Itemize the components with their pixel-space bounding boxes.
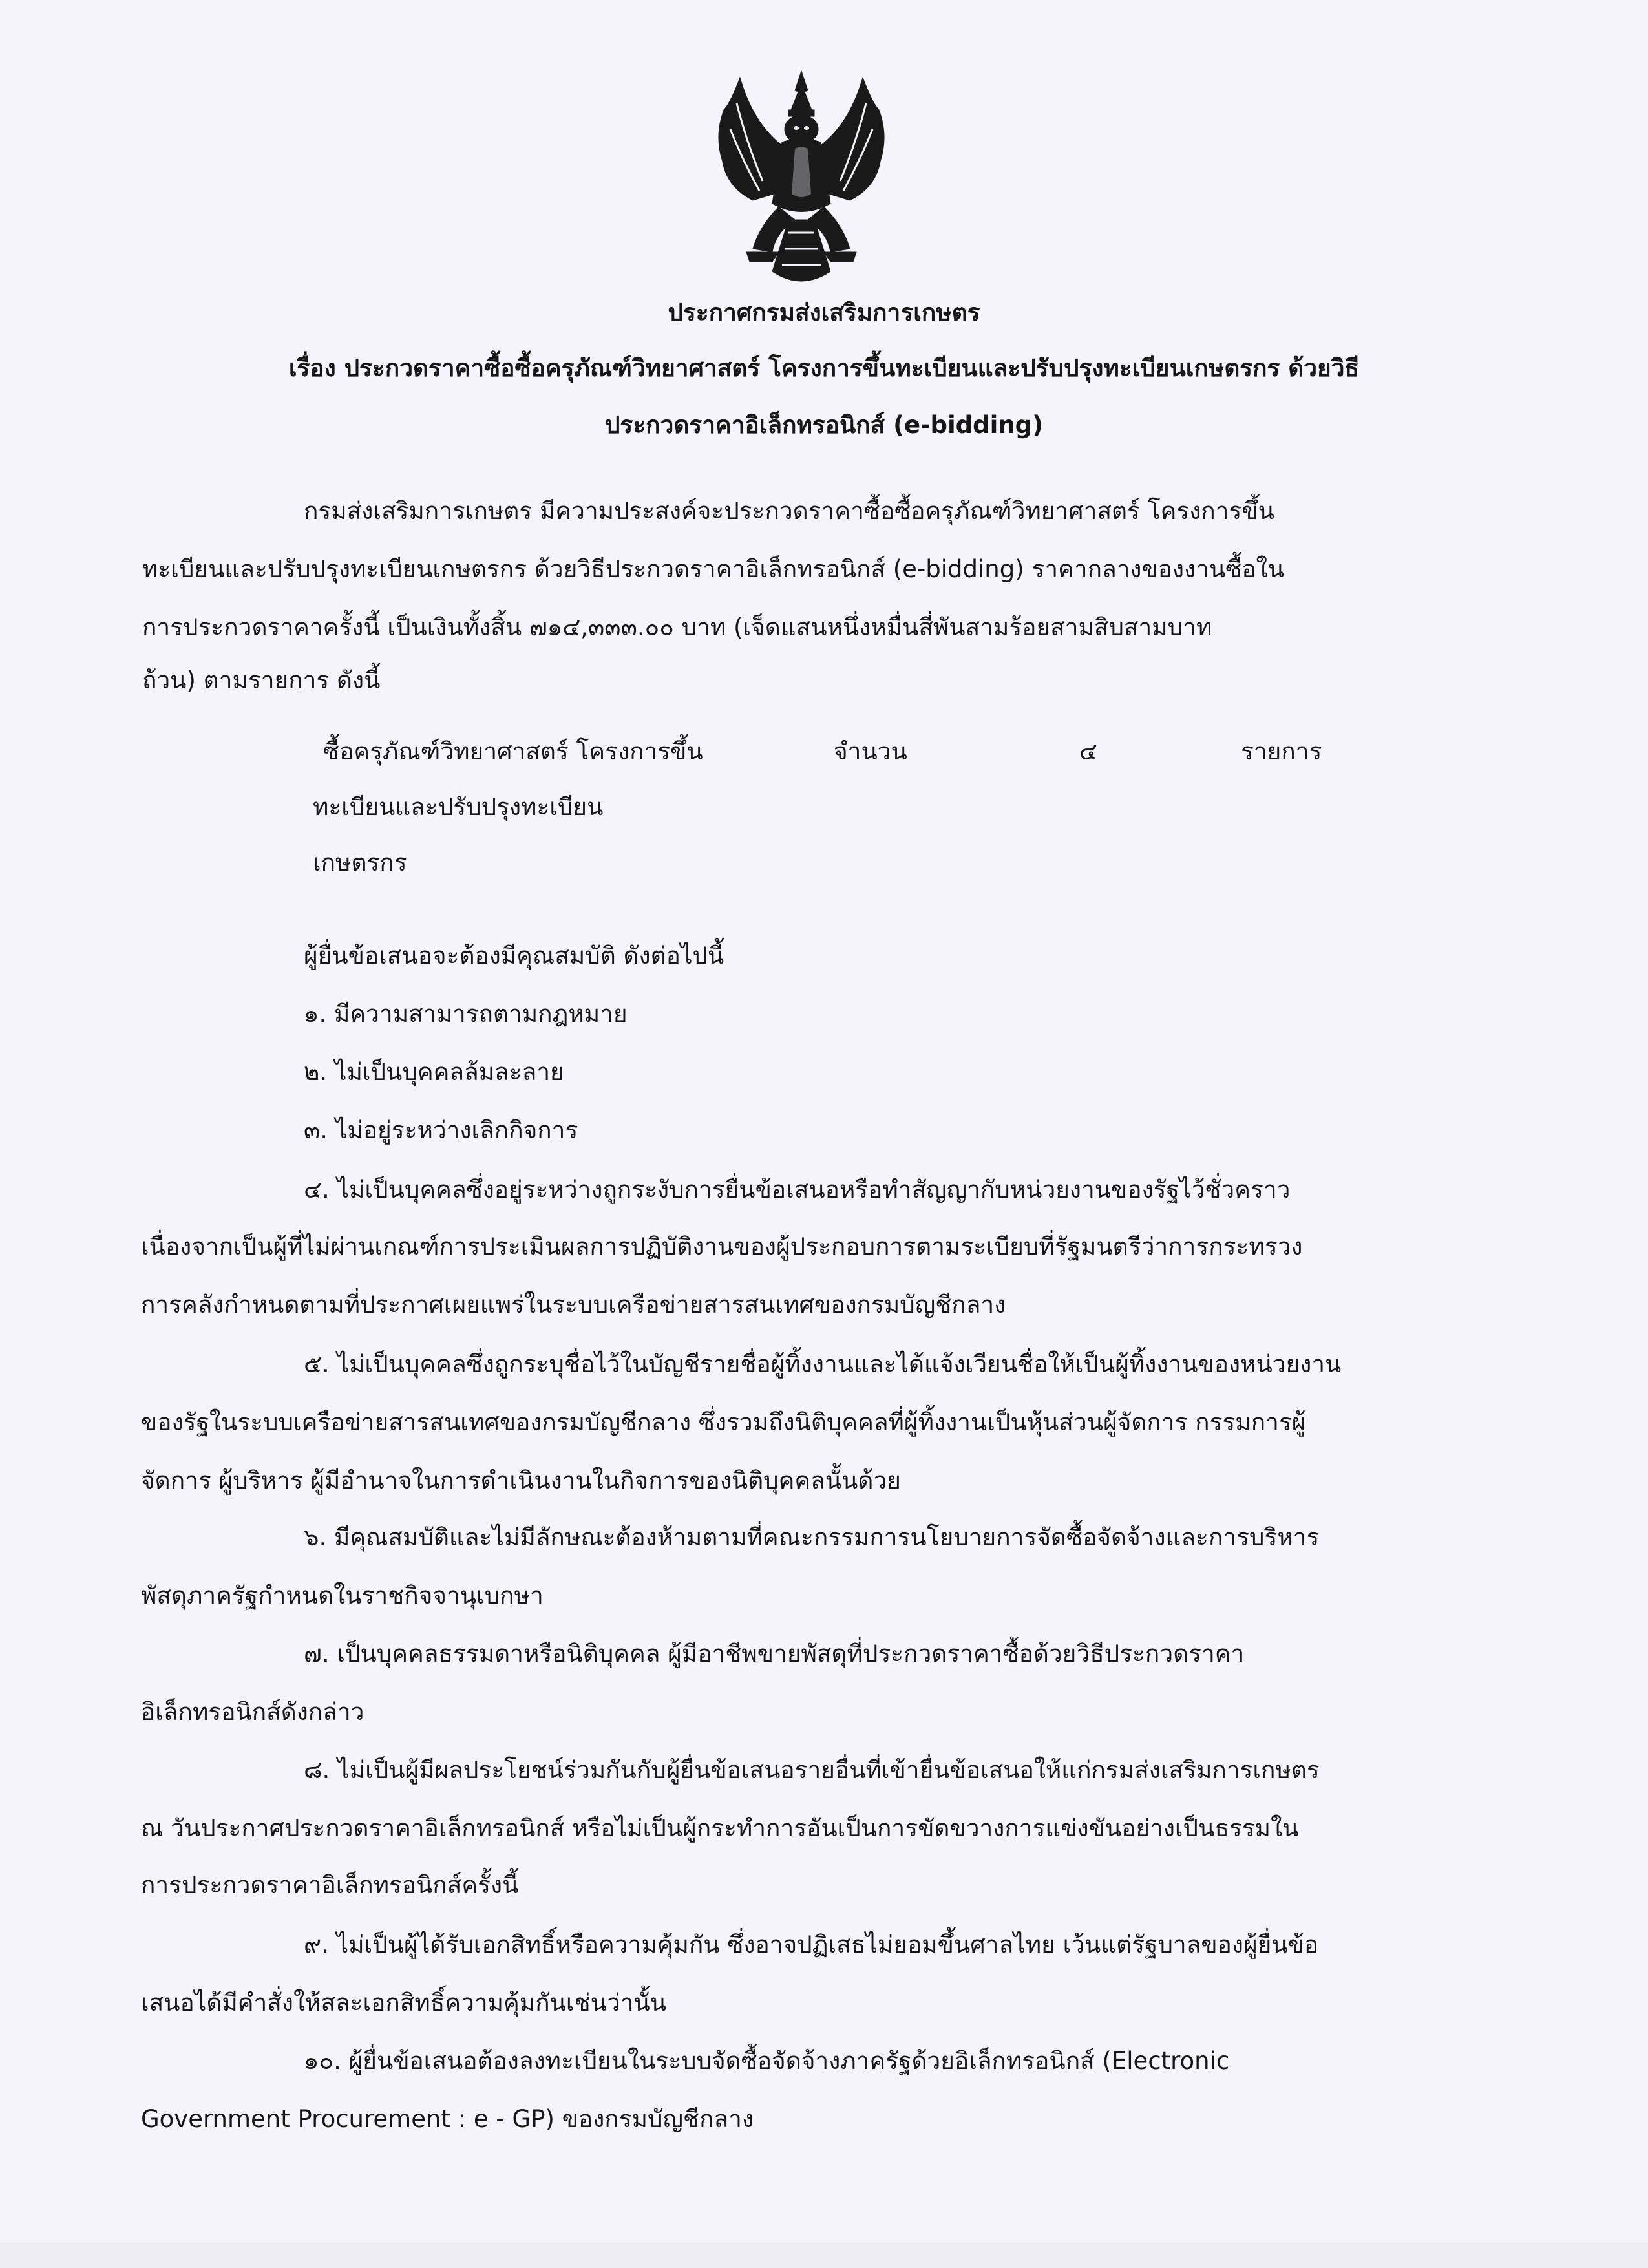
subject-line-1: เรื่อง ประกวดราคาซื้อซื้อครุภัณฑ์วิทยาศาสตร์ โครงการขึ้นทะเบียนและปรับปรุงทะเบียนเกษตรกร ด้วยวิธี (288, 354, 1360, 382)
intro-line-4: ถ้วน) ตามรายการ ดังนี้ (142, 666, 381, 694)
qualification-9-line-1: ๙. ไม่เป็นผู้ได้รับเอกสิทธิ์หรือความคุ้มกัน ซึ่งอาจปฏิเสธไม่ยอมขึ้นศาลไทย เว้นแต่รัฐบาลของผู้ยื่นข้อ (304, 1931, 1319, 1958)
qualification-8-line-3: การประกวดราคาอิเล็กทรอนิกส์ครั้งนี้ (141, 1871, 519, 1899)
qualification-7-line-1: ๗. เป็นบุคคลธรรมดาหรือนิติบุคคล ผู้มีอาชีพขายพัสดุที่ประกวดราคาซื้อด้วยวิธีประกวดราคา (304, 1640, 1245, 1668)
item-description-line-1: ซื้อครุภัณฑ์วิทยาศาสตร์ โครงการขึ้น (323, 737, 703, 765)
qualification-2: ๒. ไม่เป็นบุคคลล้มละลาย (304, 1058, 564, 1086)
item-description-line-3: เกษตรกร (313, 849, 407, 876)
intro-line-3: การประกวดราคาครั้งนี้ เป็นเงินทั้งสิ้น ๗๑๔,๓๓๓.๐๐ บาท (เจ็ดแสนหนึ่งหมื่นสี่พันสามร้อยสามสิบสามบาท (142, 613, 1212, 641)
garuda-emblem (692, 65, 911, 301)
scan-bottom-edge (0, 2243, 1648, 2268)
item-quantity: ๔ (1079, 737, 1098, 765)
qualification-5-line-3: จัดการ ผู้บริหาร ผู้มีอำนาจในการดำเนินงานในกิจการของนิติบุคคลนั้นด้วย (141, 1467, 901, 1494)
qualification-4-line-1: ๔. ไม่เป็นบุคคลซึ่งอยู่ระหว่างถูกระงับการยื่นข้อเสนอหรือทำสัญญากับหน่วยงานของรัฐไว้ชั่วคราว (304, 1176, 1291, 1203)
qualification-9-line-2: เสนอได้มีคำสั่งให้สละเอกสิทธิ์ความคุ้มกันเช่นว่านั้น (141, 1989, 667, 2017)
item-quantity-label: จำนวน (834, 737, 907, 765)
qualifications-heading: ผู้ยื่นข้อเสนอจะต้องมีคุณสมบัติ ดังต่อไปนี้ (304, 942, 724, 970)
qualification-8-line-2: ณ วันประกาศประกวดราคาอิเล็กทรอนิกส์ หรือไม่เป็นผู้กระทำการอันเป็นการขัดขวางการแข่งขันอย่างเป็นธรรมใน (141, 1814, 1299, 1842)
qualification-6-line-2: พัสดุภาครัฐกำหนดในราชกิจจานุเบกษา (141, 1582, 544, 1609)
qualification-3: ๓. ไม่อยู่ระหว่างเลิกกิจการ (304, 1116, 578, 1144)
item-description-line-2: ทะเบียนและปรับปรุงทะเบียน (313, 793, 604, 821)
intro-line-1: กรมส่งเสริมการเกษตร มีความประสงค์จะประกวดราคาซื้อซื้อครุภัณฑ์วิทยาศาสตร์ โครงการขึ้น (304, 497, 1274, 525)
qualification-5-line-1: ๕. ไม่เป็นบุคคลซึ่งถูกระบุชื่อไว้ในบัญชีรายชื่อผู้ทิ้งงานและได้แจ้งเวียนชื่อให้เป็นผู้ทิ้งงานของหน่วยงาน (304, 1350, 1342, 1378)
qualification-7-line-2: อิเล็กทรอนิกส์ดังกล่าว (141, 1698, 364, 1726)
qualification-1: ๑. มีความสามารถตามกฎหมาย (304, 1000, 628, 1028)
qualification-10-line-2: Government Procurement : e - GP) ของกรมบัญชีกลาง (141, 2105, 754, 2133)
qualification-5-line-2: ของรัฐในระบบเครือข่ายสารสนเทศของกรมบัญชีกลาง ซึ่งรวมถึงนิติบุคคลที่ผู้ทิ้งงานเป็นหุ้นส่วนผู้จัดการ กรรมการผู้ (141, 1408, 1306, 1436)
qualification-6-line-1: ๖. มีคุณสมบัติและไม่มีลักษณะต้องห้ามตามที่คณะกรรมการนโยบายการจัดซื้อจัดจ้างและการบริหาร (304, 1523, 1320, 1551)
qualification-4-line-2: เนื่องจากเป็นผู้ที่ไม่ผ่านเกณฑ์การประเมินผลการปฏิบัติงานของผู้ประกอบการตามระเบียบที่รัฐมนตรีว่าการกระทรวง (141, 1233, 1303, 1260)
intro-line-2: ทะเบียนและปรับปรุงทะเบียนเกษตรกร ด้วยวิธีประกวดราคาอิเล็กทรอนิกส์ (e-bidding) ราคากลางของงานซื้อใน (142, 555, 1284, 583)
subject-line-2: ประกวดราคาอิเล็กทรอนิกส์ (e-bidding) (604, 411, 1044, 439)
qualification-10-line-1: ๑๐. ผู้ยื่นข้อเสนอต้องลงทะเบียนในระบบจัดซื้อจัดจ้างภาครัฐด้วยอิเล็กทรอนิกส์ (Electronic (304, 2047, 1230, 2075)
qualification-8-line-1: ๘. ไม่เป็นผู้มีผลประโยชน์ร่วมกันกับผู้ยื่นข้อเสนอรายอื่นที่เข้ายื่นข้อเสนอให้แก่กรมส่งเสริมการเกษตร (304, 1756, 1320, 1784)
item-unit: รายการ (1241, 737, 1322, 765)
agency-title: ประกาศกรมส่งเสริมการเกษตร (668, 299, 980, 326)
qualification-4-line-3: การคลังกำหนดตามที่ประกาศเผยแพร่ในระบบเครือข่ายสารสนเทศของกรมบัญชีกลาง (141, 1291, 1006, 1319)
